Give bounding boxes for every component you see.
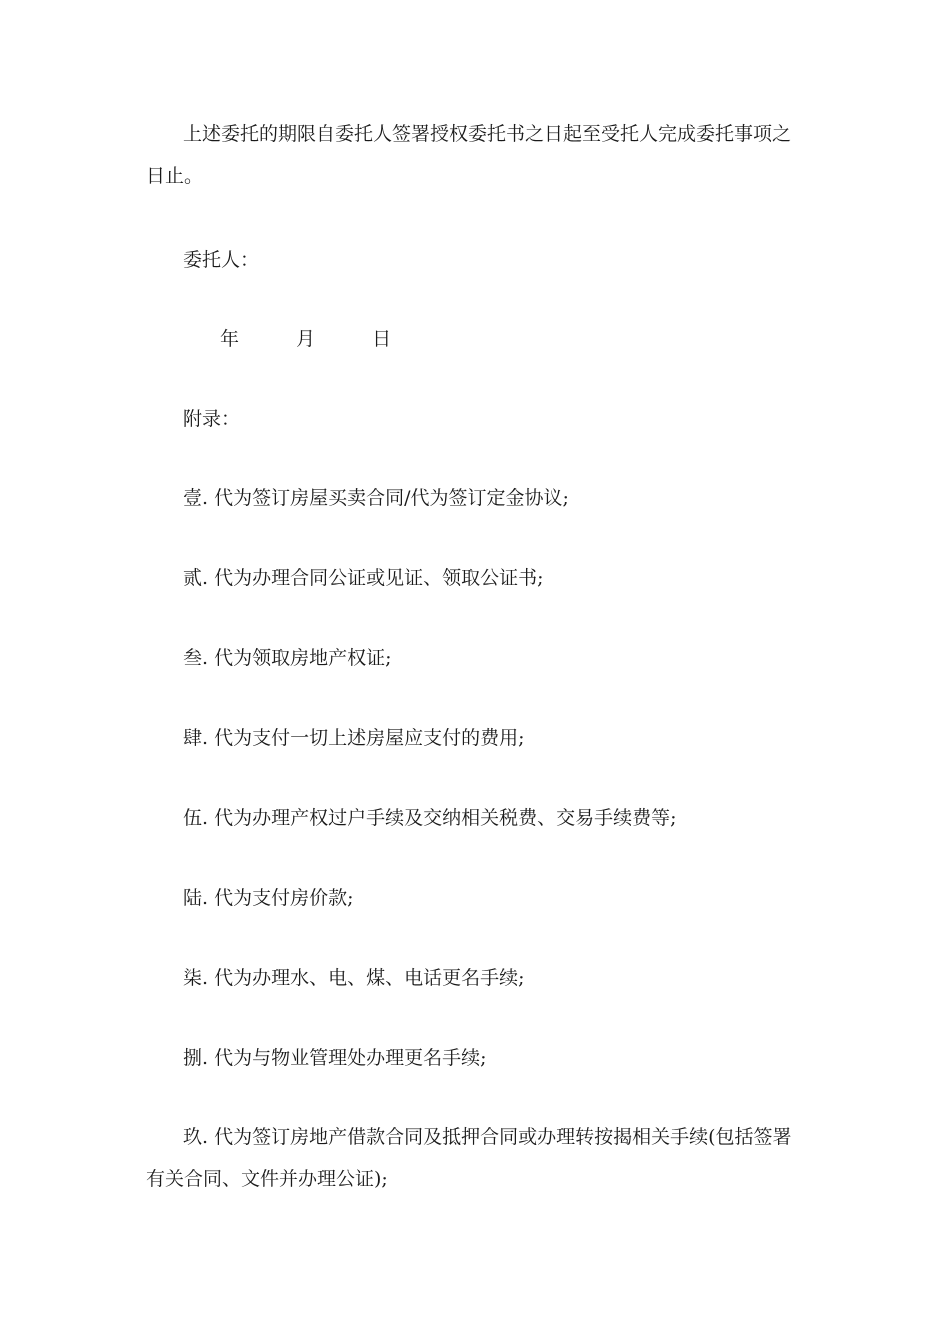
- appendix-item-5: 伍. 代为办理产权过户手续及交纳相关税费、交易手续费等;: [183, 807, 677, 829]
- appendix-item-2: 贰. 代为办理合同公证或见证、领取公证书;: [183, 567, 544, 589]
- appendix-item-8: 捌. 代为与物业管理处办理更名手续;: [183, 1047, 487, 1069]
- date-line: [146, 318, 806, 360]
- appendix-item-4: 肆. 代为支付一切上述房屋应支付的费用;: [183, 727, 525, 749]
- term-paragraph: 上述委托的期限自委托人签署授权委托书之日起至受托人完成委托事项之日止。: [146, 123, 792, 187]
- principal-label: 委托人：: [183, 249, 260, 271]
- appendix-item-9: 玖. 代为签订房地产借款合同及抵押合同或办理转按揭相关手续(包括签署有关合同、文件并办理公证);: [146, 1126, 792, 1190]
- appendix-item-7: 柒. 代为办理水、电、煤、电话更名手续;: [183, 967, 525, 989]
- date-day-label: 日: [372, 328, 392, 350]
- appendix-item-6: 陆. 代为支付房价款;: [183, 887, 354, 909]
- appendix-heading: 附录：: [183, 408, 241, 430]
- appendix-item-1: 壹. 代为签订房屋买卖合同/代为签订定金协议;: [183, 487, 569, 509]
- date-month-label: 月: [296, 328, 316, 350]
- date-year-label: 年: [220, 328, 240, 350]
- appendix-item-3: 叁. 代为领取房地产权证;: [183, 647, 392, 669]
